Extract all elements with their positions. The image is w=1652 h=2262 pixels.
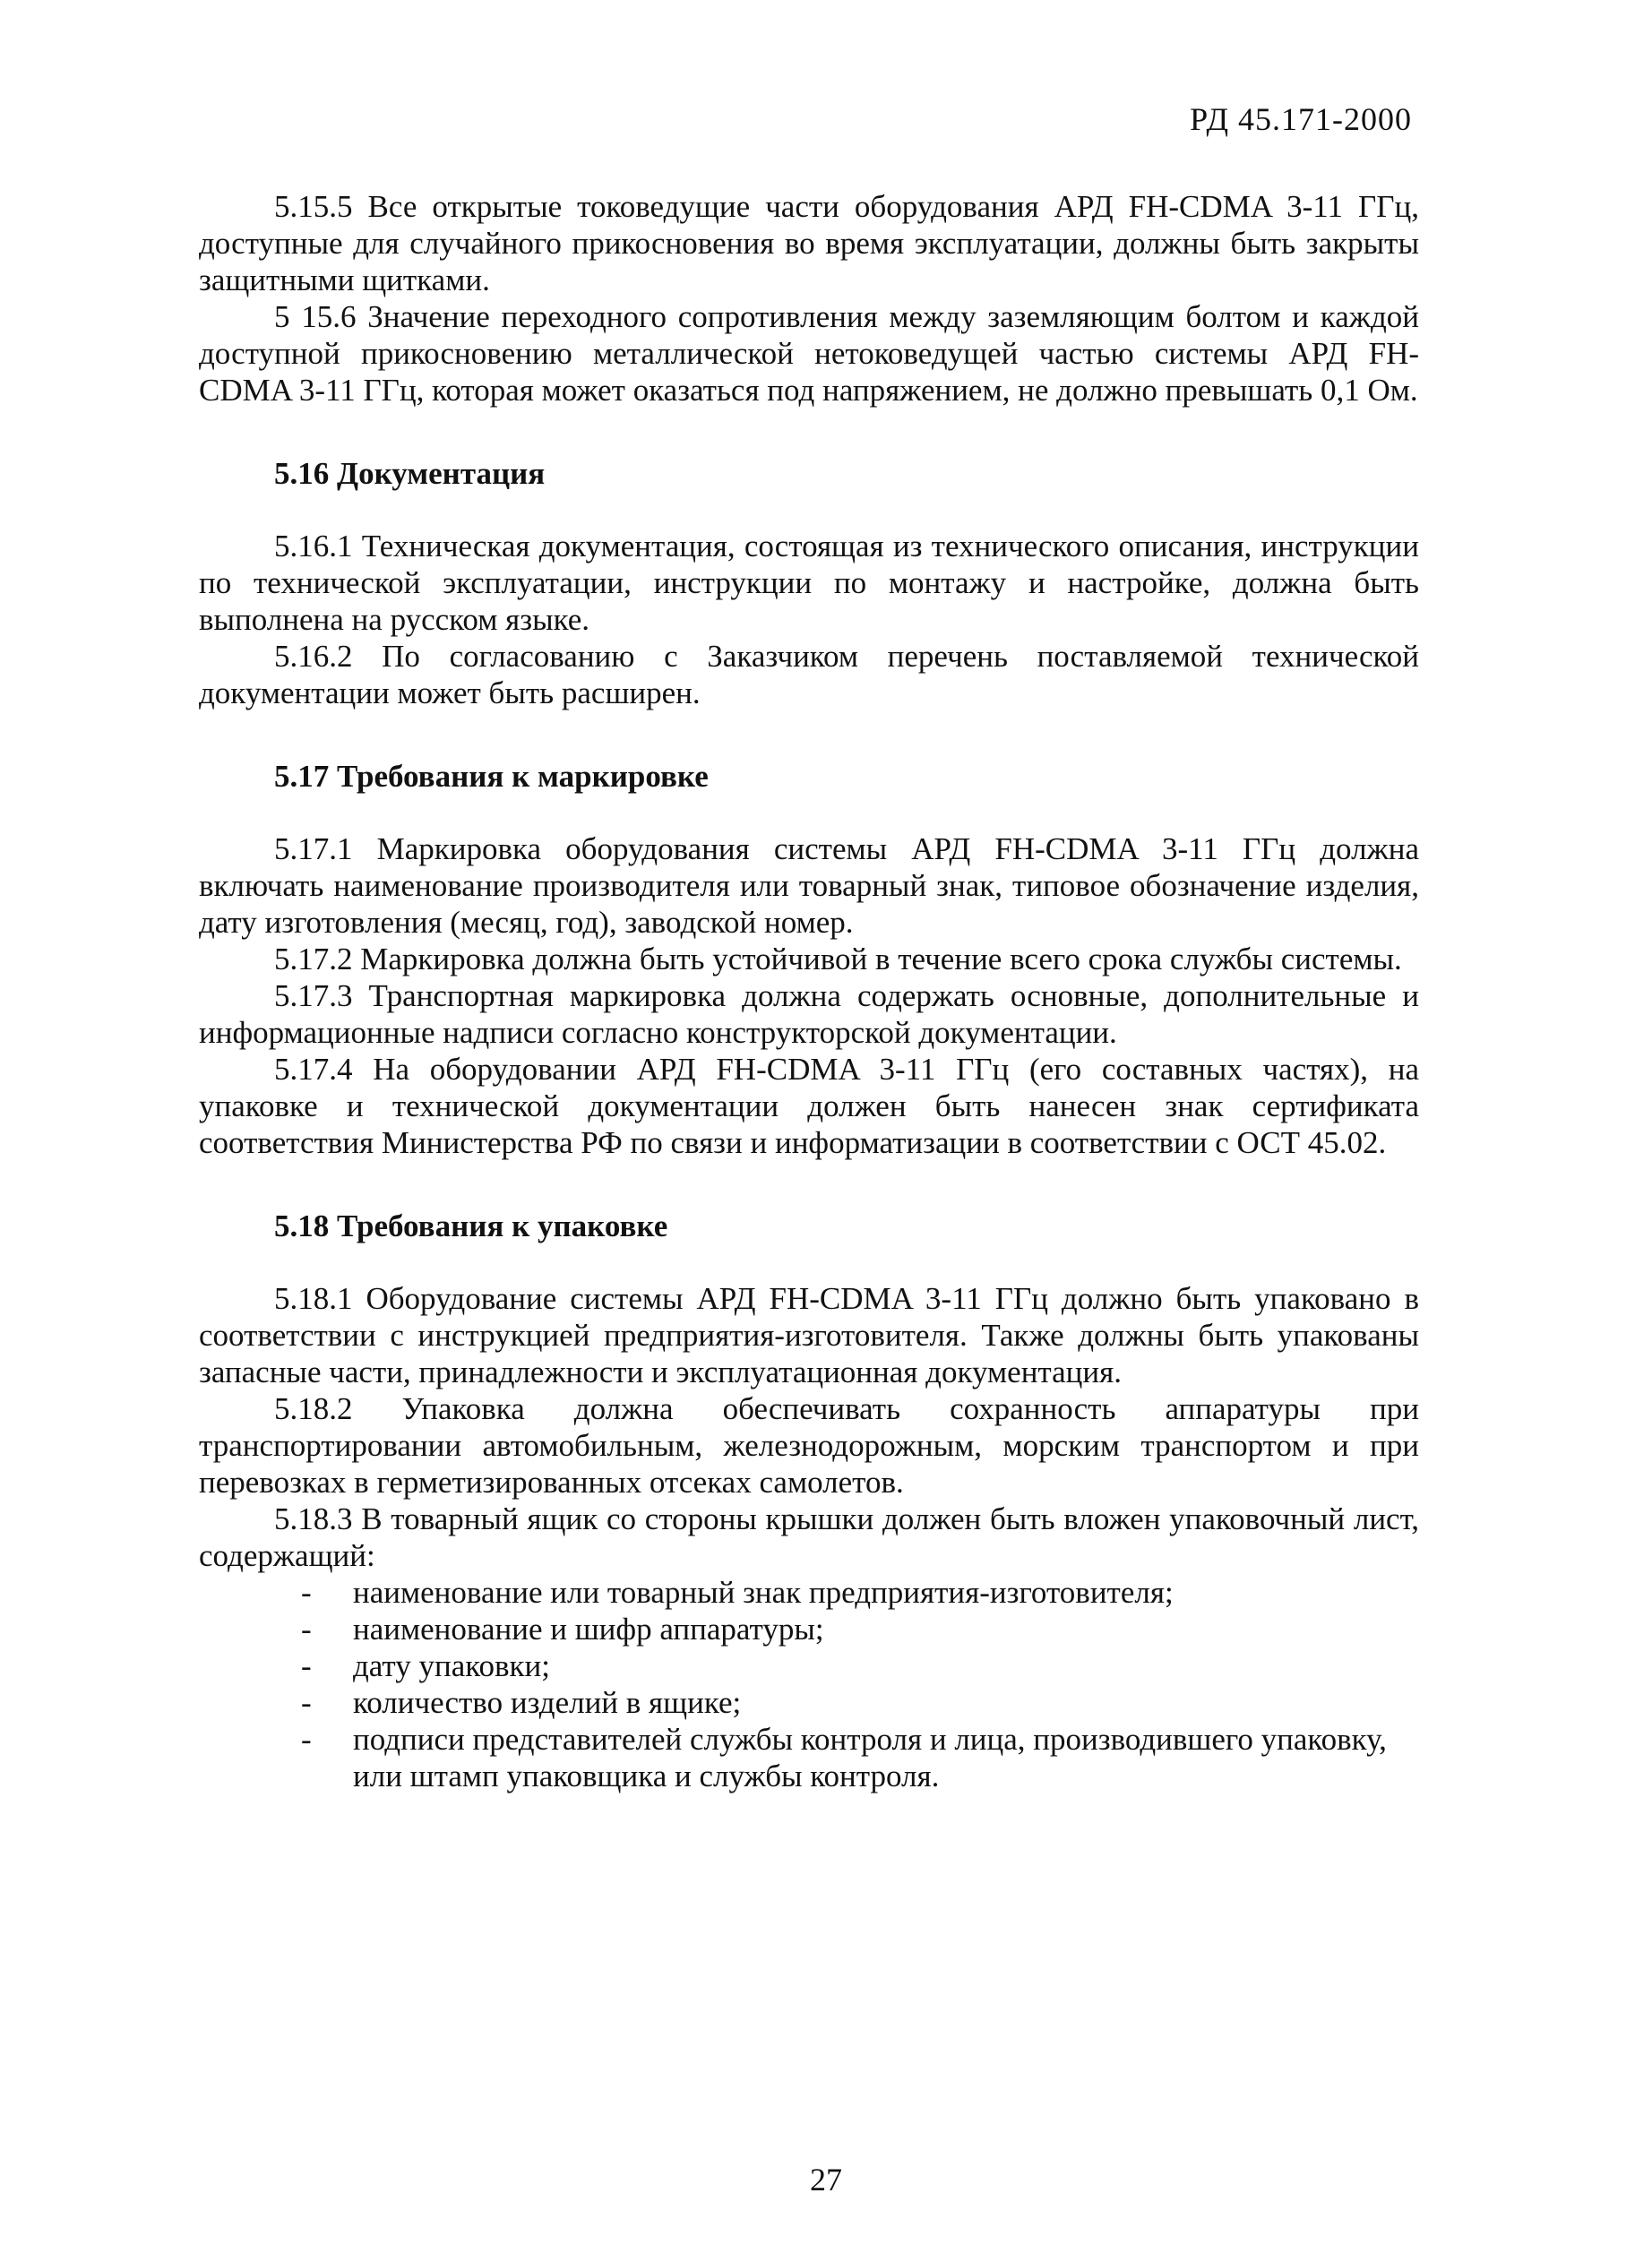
paragraph: 5 15.6 Значение переходного сопротивления между заземляющим болтом и каждой доступной прикосновению металлической нетоковедущей частью системы АРД FH-CDMA 3-11 ГГц, которая может оказаться под напряжением, не должно превышать 0,1 Ом.	[199, 299, 1419, 408]
paragraph: 5.17.1 Маркировка оборудования системы АРД FH-CDMA 3-11 ГГц должна включать наименование производителя или товарный знак, типовое обозначение изделия, дату изготовления (месяц, год), заводской номер.	[199, 831, 1419, 940]
paragraph: 5.17.2 Маркировка должна быть устойчивой в течение всего срока службы системы.	[274, 942, 1402, 976]
list-item	[199, 1684, 1419, 1721]
paragraph: 5.18.1 Оборудование системы АРД FH-CDMA 3-11 ГГц должно быть упаковано в соответствии с инструкцией предприятия-изготовителя. Также должны быть упакованы запасные части, принадлежности и эксплуатационная документация.	[199, 1281, 1419, 1389]
paragraph: 5.18.2 Упаковка должна обеспечивать сохранность аппаратуры при транспортировании автомобильным, железнодорожным, морским транспортом и при перевозках в герметизированных отсеках самолетов.	[199, 1391, 1419, 1500]
list-item-text: количество изделий в ящике;	[353, 1685, 742, 1720]
list-item	[199, 1647, 1419, 1684]
dash-bullet: -	[301, 1722, 312, 1757]
list-item-text: дату упаковки;	[353, 1648, 550, 1683]
packing-list	[199, 1574, 1419, 1794]
dash-bullet: -	[301, 1648, 312, 1683]
list-item	[199, 1721, 1419, 1794]
list-item-text: наименование и шифр аппаратуры;	[353, 1612, 824, 1647]
section-heading: 5.18 Требования к упаковке	[274, 1208, 668, 1243]
paragraph: 5.16.2 По согласованию с Заказчиком перечень поставляемой технической документации может быть расширен.	[199, 639, 1419, 710]
paragraph: 5.15.5 Все открытые токоведущие части оборудования АРД FH-CDMA 3-11 ГГц, доступные для случайного прикосновения во время эксплуатации, должны быть закрыты защитными щитками.	[199, 189, 1419, 297]
page-number: 27	[810, 2162, 842, 2197]
paragraph: 5.18.3 В товарный ящик со стороны крышки должен быть вложен упаковочный лист, содержащий:	[199, 1501, 1419, 1573]
list-item-text: подписи представителей службы контроля и лица, производившего упаковку, или штамп упаковщика и службы контроля.	[353, 1722, 1387, 1793]
dash-bullet: -	[301, 1575, 312, 1610]
section-heading: 5.16 Документация	[274, 456, 546, 491]
list-item	[199, 1574, 1419, 1611]
list-item-text: наименование или товарный знак предприятия-изготовителя;	[353, 1575, 1174, 1610]
section-heading: 5.17 Требования к маркировке	[274, 759, 709, 794]
list-item	[199, 1611, 1419, 1647]
document-code: РД 45.171-2000	[1190, 101, 1412, 137]
document-body	[199, 188, 1419, 1794]
paragraph: 5.17.4 На оборудовании АРД FH-CDMA 3-11 ГГц (его составных частях), на упаковке и технической документации должен быть нанесен знак сертификата соответствия Министерства РФ по связи и информатизации в соответствии с ОСТ 45.02.	[199, 1052, 1419, 1160]
paragraph: 5.17.3 Транспортная маркировка должна содержать основные, дополнительные и информационные надписи согласно конструкторской документации.	[199, 978, 1419, 1050]
paragraph: 5.16.1 Техническая документация, состоящая из технического описания, инструкции по технической эксплуатации, инструкции по монтажу и настройке, должна быть выполнена на русском языке.	[199, 529, 1419, 637]
dash-bullet: -	[301, 1612, 312, 1647]
dash-bullet: -	[301, 1685, 312, 1720]
